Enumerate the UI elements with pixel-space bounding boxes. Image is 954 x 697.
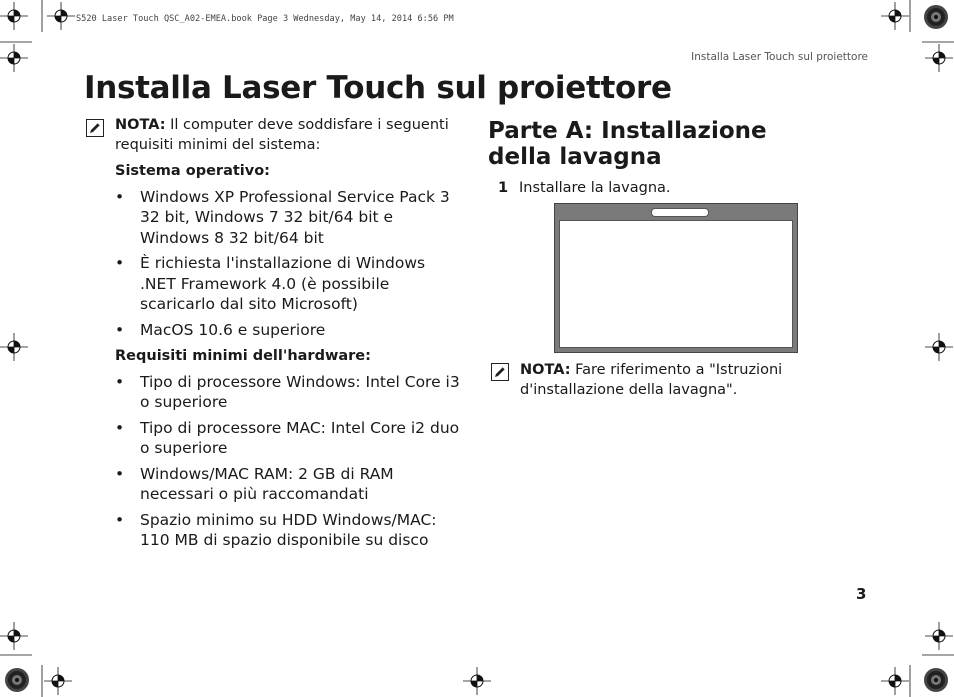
list-item: • Tipo di processore Windows: Intel Core i3 o superiore: [115, 372, 460, 411]
registration-mark-icon: [881, 2, 909, 30]
list-item: • Spazio minimo su HDD Windows/MAC: 110 MB di spazio disponibile su disco: [115, 510, 437, 549]
section-heading: Parte A: Installazione della lavagna: [488, 118, 767, 170]
registration-mark-icon: [47, 2, 75, 30]
step-text: Installare la lavagna.: [519, 180, 671, 196]
note-label: NOTA:: [115, 117, 166, 133]
registration-mark-icon: [925, 622, 953, 650]
running-header: Installa Laser Touch sul proiettore: [691, 51, 868, 63]
color-wheel-icon: [5, 668, 29, 692]
bullet-icon: •: [115, 187, 125, 206]
registration-mark-icon: [925, 44, 953, 72]
bullet-icon: •: [115, 372, 125, 391]
list-item: • MacOS 10.6 e superiore: [115, 320, 326, 339]
color-wheel-icon: [924, 668, 948, 692]
note-text: Il computer deve soddisfare i seguenti requisiti minimi del sistema:: [115, 117, 449, 153]
bullet-icon: •: [115, 320, 125, 339]
page-number: 3: [856, 585, 867, 603]
print-slug-line: S520 Laser Touch QSC_A02-EMEA.book Page 3 Wednesday, May 14, 2014 6:56 PM: [76, 14, 454, 24]
registration-mark-icon: [44, 667, 72, 695]
color-wheel-icon: [924, 5, 948, 29]
bullet-icon: •: [115, 418, 125, 437]
registration-mark-icon: [881, 667, 909, 695]
list-item: • Tipo di processore MAC: Intel Core i2 duo o superiore: [115, 418, 460, 457]
list-item: • Windows XP Professional Service Pack 3 32 bit, Windows 7 32 bit/64 bit e Windows 8 32 bit/64 bit: [115, 187, 450, 247]
hardware-heading: Requisiti minimi dell'hardware:: [115, 348, 371, 364]
step-number: 1: [498, 180, 509, 196]
page-title: Installa Laser Touch sul proiettore: [84, 70, 672, 106]
list-item: • Windows/MAC RAM: 2 GB di RAM necessari o più raccomandati: [115, 464, 394, 503]
bullet-icon: •: [115, 464, 125, 483]
bullet-icon: •: [115, 510, 125, 529]
registration-mark-icon: [0, 2, 28, 30]
registration-mark-icon: [925, 333, 953, 361]
registration-mark-icon: [0, 622, 28, 650]
registration-mark-icon: [0, 333, 28, 361]
bullet-icon: •: [115, 254, 125, 272]
note-label: NOTA:: [520, 362, 571, 378]
list-item: • È richiesta l'installazione di Windows .NET Framework 4.0 (è possibile scaricarlo dal sito Microsoft): [115, 254, 426, 313]
note-text: Fare riferimento a "Istruzioni d'installazione della lavagna".: [520, 362, 783, 398]
registration-mark-icon: [463, 667, 491, 695]
registration-mark-icon: [0, 44, 28, 72]
os-heading: Sistema operativo:: [115, 163, 270, 179]
